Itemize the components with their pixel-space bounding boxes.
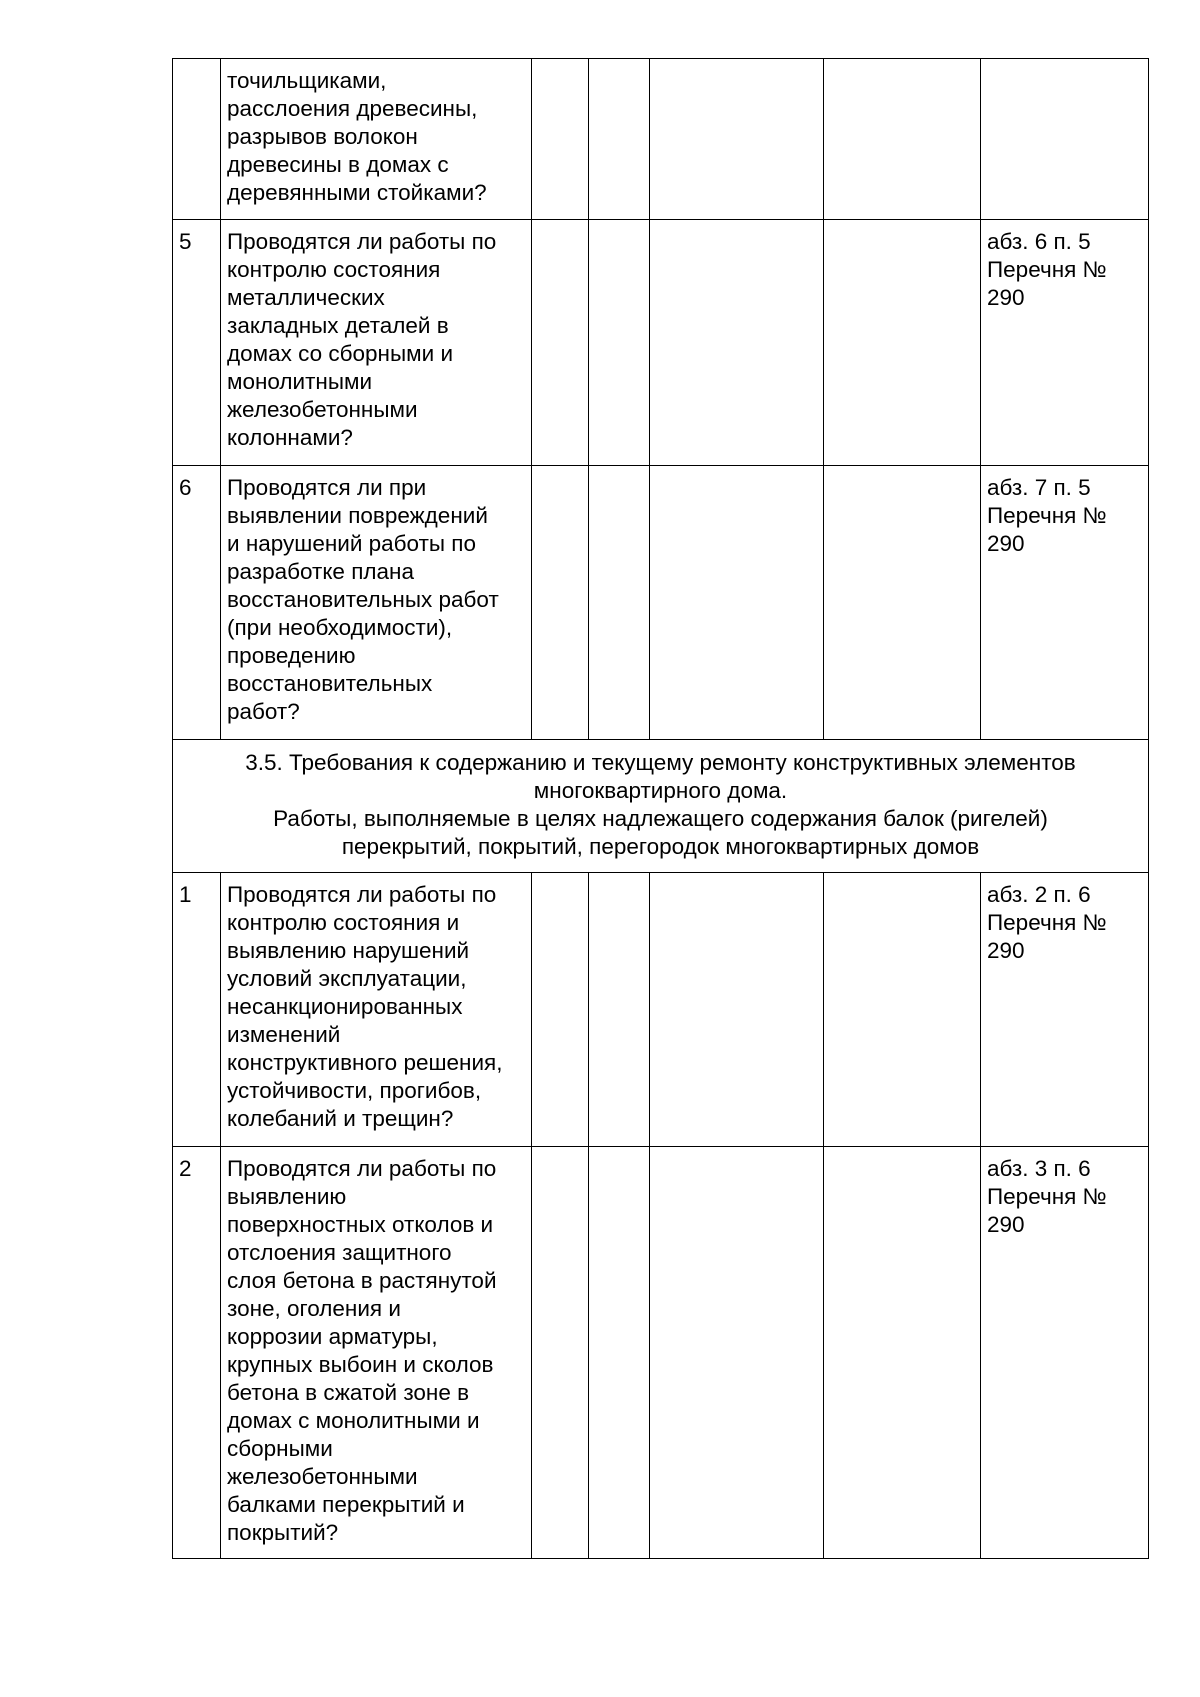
question-line: (при необходимости), — [227, 615, 453, 640]
row-number — [173, 59, 221, 220]
question-line: балками перекрытий и — [227, 1492, 465, 1517]
question-line: коррозии арматуры, — [227, 1324, 438, 1349]
question-line: разрывов волокон — [227, 124, 418, 149]
answer-no-cell — [589, 220, 650, 466]
question-line: несанкционированных — [227, 994, 463, 1019]
question-line: Проводятся ли при — [227, 475, 427, 500]
answer-no-cell — [589, 873, 650, 1147]
answer-no-cell — [589, 59, 650, 220]
note-cell — [824, 59, 981, 220]
question-line: устойчивости, прогибов, — [227, 1078, 482, 1103]
answer-yes-cell — [532, 1147, 589, 1559]
question-line: расслоения древесины, — [227, 96, 478, 121]
reference-cell — [981, 220, 1149, 466]
question-line: восстановительных — [227, 671, 433, 696]
row-number: 1 — [173, 873, 221, 1147]
note-cell — [824, 1147, 981, 1559]
section-heading-line: 3.5. Требования к содержанию и текущему ремонту конструктивных элементов — [245, 750, 1076, 775]
row-number: 5 — [173, 220, 221, 466]
answer-no-cell — [589, 1147, 650, 1559]
question-cell — [221, 873, 532, 1147]
reference-line: абз. 6 п. 5 — [987, 229, 1091, 254]
question-line: разработке плана — [227, 559, 414, 584]
question-line: Проводятся ли работы по — [227, 1156, 497, 1181]
question-line: выявлению нарушений — [227, 938, 470, 963]
table-row — [173, 220, 1149, 466]
question-line: колоннами? — [227, 425, 353, 450]
question-line: восстановительных работ — [227, 587, 499, 612]
answer-na-cell — [650, 873, 824, 1147]
question-line: сборными — [227, 1436, 333, 1461]
question-line: проведению — [227, 643, 356, 668]
reference-line: абз. 7 п. 5 — [987, 475, 1091, 500]
question-line: бетона в сжатой зоне в — [227, 1380, 470, 1405]
reference-line: Перечня № — [987, 257, 1107, 282]
question-line: покрытий? — [227, 1520, 339, 1545]
reference-line: Перечня № — [987, 910, 1107, 935]
section-heading-line: многоквартирного дома. — [533, 778, 788, 803]
question-line: древесины в домах с — [227, 152, 449, 177]
note-cell — [824, 220, 981, 466]
question-line: выявлении повреждений — [227, 503, 488, 528]
answer-yes-cell — [532, 873, 589, 1147]
answer-na-cell — [650, 59, 824, 220]
answer-no-cell — [589, 466, 650, 740]
question-line: контролю состояния — [227, 257, 441, 282]
checklist-table — [172, 58, 1149, 1559]
section-header-row — [173, 740, 1149, 873]
table-row — [173, 466, 1149, 740]
question-line: закладных деталей в — [227, 313, 449, 338]
question-line: крупных выбоин и сколов — [227, 1352, 494, 1377]
note-cell — [824, 873, 981, 1147]
table-row — [173, 1147, 1149, 1559]
question-line: выявлению — [227, 1184, 347, 1209]
section-heading-line: Работы, выполняемые в целях надлежащего содержания балок (ригелей) — [273, 806, 1048, 831]
question-line: домах со сборными и — [227, 341, 454, 366]
question-line: монолитными — [227, 369, 373, 394]
question-line: деревянными стойками? — [227, 180, 487, 205]
question-line: изменений — [227, 1022, 341, 1047]
question-cell — [221, 1147, 532, 1559]
reference-cell — [981, 59, 1149, 220]
answer-na-cell — [650, 220, 824, 466]
question-cell — [221, 220, 532, 466]
question-line: отслоения защитного — [227, 1240, 452, 1265]
reference-line: 290 — [987, 531, 1025, 556]
question-line: Проводятся ли работы по — [227, 882, 497, 907]
section-heading-line: перекрытий, покрытий, перегородок многоквартирных домов — [341, 834, 980, 859]
question-line: и нарушений работы по — [227, 531, 477, 556]
answer-yes-cell — [532, 220, 589, 466]
row-number: 2 — [173, 1147, 221, 1559]
question-line: слоя бетона в растянутой — [227, 1268, 497, 1293]
question-line: условий эксплуатации, — [227, 966, 467, 991]
table-row — [173, 873, 1149, 1147]
question-line: точильщиками, — [227, 68, 387, 93]
reference-line: абз. 3 п. 6 — [987, 1156, 1091, 1181]
question-line: зоне, оголения и — [227, 1296, 401, 1321]
row-number: 6 — [173, 466, 221, 740]
reference-line: Перечня № — [987, 1184, 1107, 1209]
reference-line: 290 — [987, 1212, 1025, 1237]
table-row — [173, 59, 1149, 220]
question-line: работ? — [227, 699, 300, 724]
reference-line: Перечня № — [987, 503, 1107, 528]
answer-na-cell — [650, 466, 824, 740]
reference-cell — [981, 873, 1149, 1147]
question-line: контролю состояния и — [227, 910, 460, 935]
question-line: конструктивного решения, — [227, 1050, 503, 1075]
question-line: железобетонными — [227, 1464, 418, 1489]
note-cell — [824, 466, 981, 740]
answer-yes-cell — [532, 59, 589, 220]
question-line: колебаний и трещин? — [227, 1106, 454, 1131]
section-heading — [173, 740, 1149, 873]
question-line: поверхностных отколов и — [227, 1212, 494, 1237]
question-cell — [221, 466, 532, 740]
question-line: Проводятся ли работы по — [227, 229, 497, 254]
reference-line: абз. 2 п. 6 — [987, 882, 1091, 907]
question-line: домах с монолитными и — [227, 1408, 480, 1433]
question-line: железобетонными — [227, 397, 418, 422]
answer-na-cell — [650, 1147, 824, 1559]
question-line: металлических — [227, 285, 385, 310]
reference-cell — [981, 466, 1149, 740]
reference-line: 290 — [987, 285, 1025, 310]
reference-line: 290 — [987, 938, 1025, 963]
reference-cell — [981, 1147, 1149, 1559]
answer-yes-cell — [532, 466, 589, 740]
question-cell — [221, 59, 532, 220]
